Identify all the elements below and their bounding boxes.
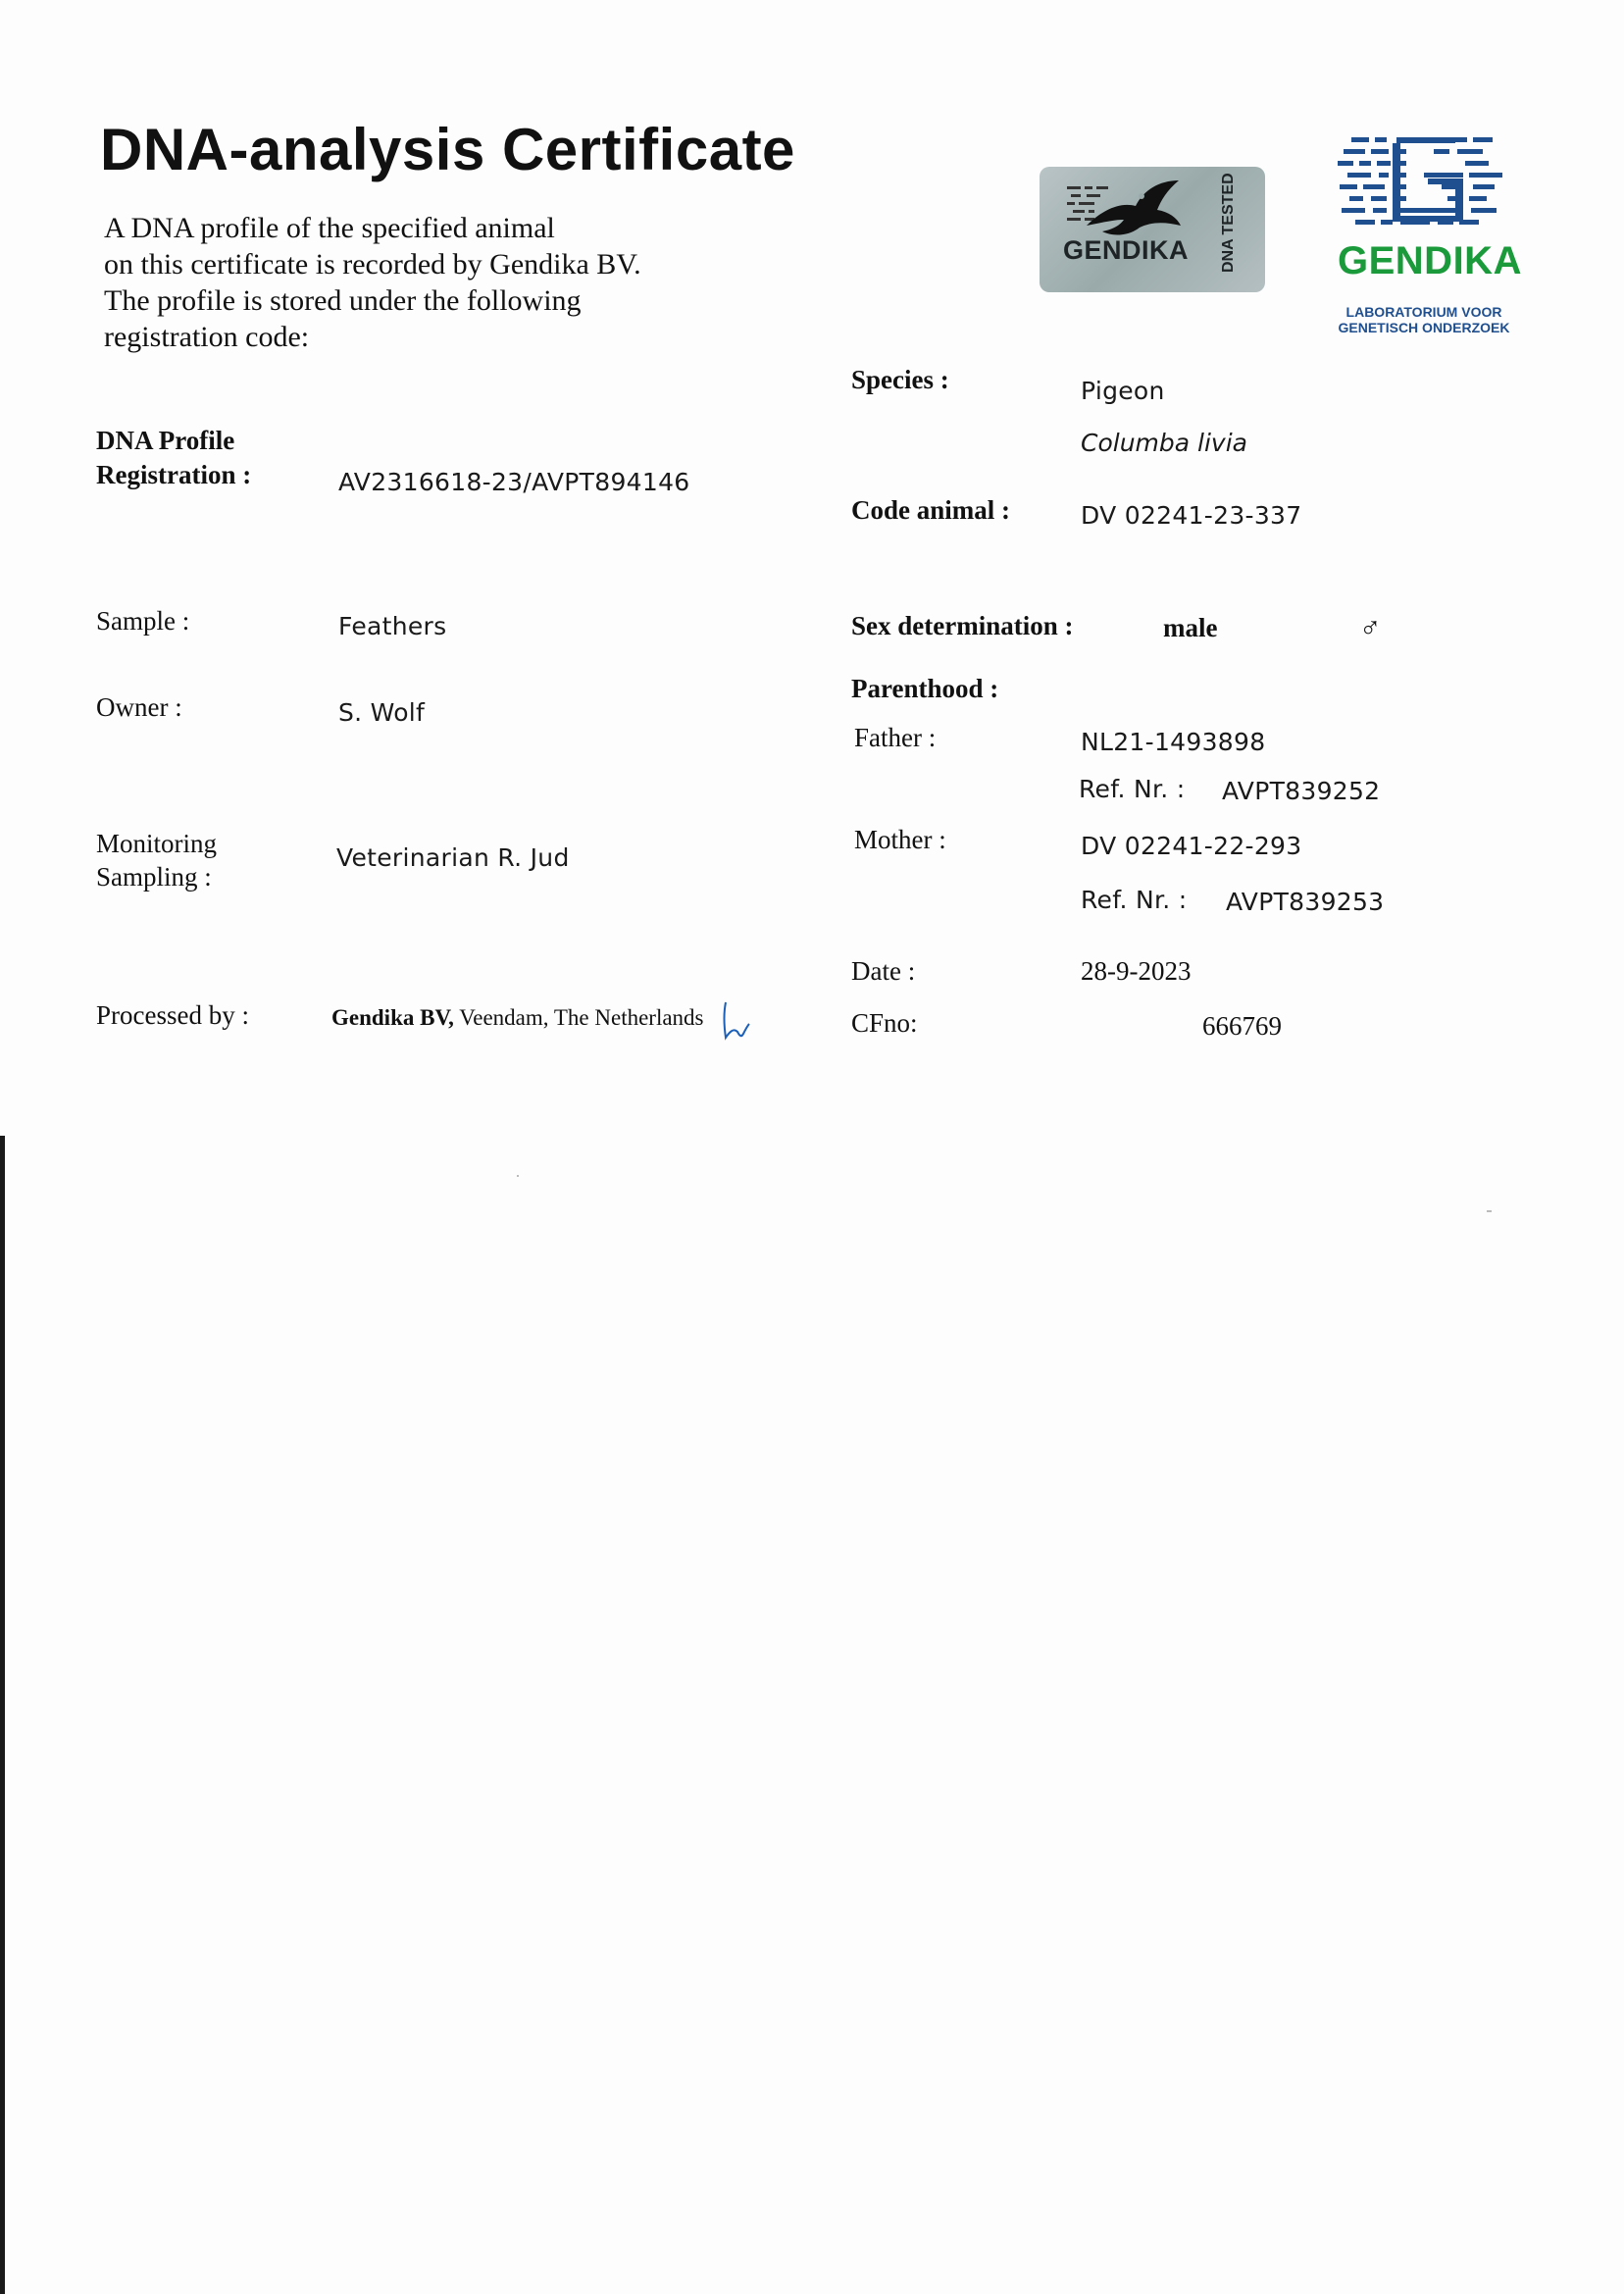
seal-brand: GENDIKA [1063,235,1190,265]
scan-speck [1487,1210,1492,1212]
gendika-logo-subtitle [1338,304,1510,335]
cfno-value: 666769 [1202,1011,1282,1041]
logo-subtitle-line: GENETISCH ONDERZOEK [1338,320,1510,335]
code-animal-label: Code animal : [851,495,1010,525]
mother-ref-value: AVPT839253 [1226,888,1385,916]
sample-value: Feathers [338,612,447,640]
date-label: Date : [851,956,916,986]
scan-edge-mark [0,1136,5,2294]
logo-subtitle-line: LABORATORIUM VOOR [1345,304,1502,320]
dna-tested-seal [1040,167,1265,292]
gendika-logo-mark-icon [1338,133,1510,235]
sample-label: Sample : [96,606,190,636]
sex-determination-label: Sex determination : [851,611,1074,640]
owner-value: S. Wolf [338,698,426,727]
sex-value: male [1163,613,1218,642]
seal-dna-tested-label: DNA TESTED [1220,173,1237,273]
certificate-title: DNA-analysis Certificate [100,117,795,182]
male-symbol-icon: ♂ [1359,612,1382,644]
father-value: NL21-1493898 [1081,728,1266,756]
mother-ref-label: Ref. Nr. : [1081,886,1188,914]
processed-value [331,1005,704,1031]
registration-code: AV2316618-23/AVPT894146 [338,468,690,496]
registration-label: Registration : [96,460,252,489]
father-ref-label: Ref. Nr. : [1079,775,1186,803]
processed-label: Processed by : [96,1000,249,1030]
processed-company: Gendika BV, [331,1005,454,1030]
code-animal-value: DV 02241-23-337 [1081,501,1302,530]
father-label: Father : [854,723,937,752]
mother-value: DV 02241-22-293 [1081,832,1302,860]
monitoring-value: Veterinarian R. Jud [336,843,570,872]
intro-line: registration code: [104,321,310,353]
gendika-logo [1334,129,1522,345]
intro-text [104,210,641,355]
scan-speck [517,1175,519,1177]
species-common: Pigeon [1081,377,1165,405]
monitoring-label: Sampling : [96,862,212,892]
monitoring-label: Monitoring [96,829,218,858]
registration-label: DNA Profile [96,426,235,455]
cfno-label: CFno: [851,1008,918,1038]
intro-line: The profile is stored under the following [104,284,582,317]
bird-icon [1079,175,1187,243]
mother-label: Mother : [854,825,946,854]
intro-line: A DNA profile of the specified animal [104,212,555,244]
gendika-logo-name: GENDIKA [1338,239,1522,282]
signature-mark-icon [720,998,751,1042]
species-latin: Columba livia [1081,429,1247,457]
intro-line: on this certificate is recorded by Gendika BV. [104,248,641,280]
processed-location: Veendam, The Netherlands [459,1005,704,1030]
species-label: Species : [851,365,949,394]
parenthood-label: Parenthood : [851,674,999,703]
father-ref-value: AVPT839252 [1222,777,1381,805]
owner-label: Owner : [96,692,182,722]
date-value: 28-9-2023 [1081,956,1192,986]
